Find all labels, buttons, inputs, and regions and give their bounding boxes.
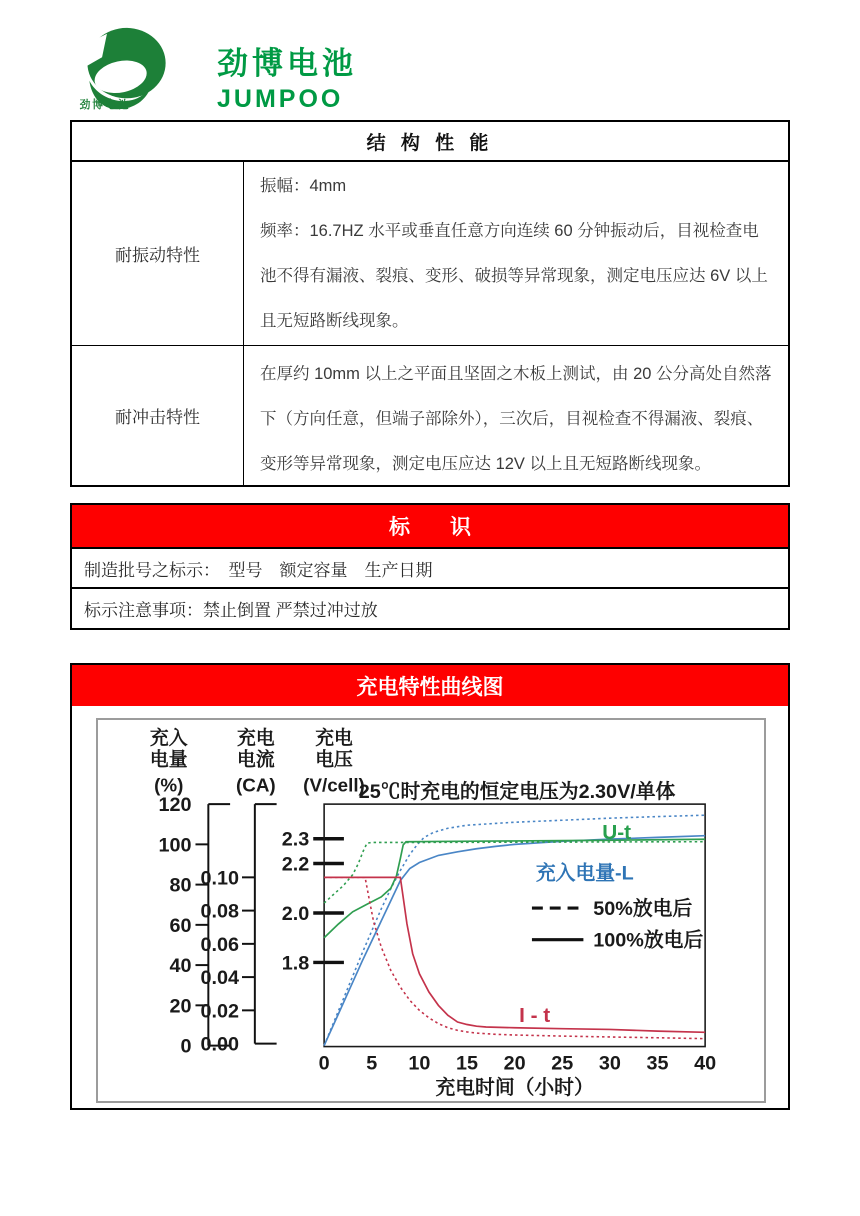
vibration-content bbox=[244, 162, 788, 345]
svg-text:10: 10 bbox=[408, 1052, 431, 1075]
svg-text:0.06: 0.06 bbox=[200, 933, 240, 956]
marking-section bbox=[70, 503, 790, 630]
svg-text:20: 20 bbox=[169, 995, 192, 1018]
svg-text:(%): (%) bbox=[154, 774, 184, 796]
svg-text:50%放电后: 50%放电后 bbox=[593, 897, 693, 920]
svg-text:2.2: 2.2 bbox=[281, 853, 310, 876]
table-row-impact bbox=[72, 345, 788, 485]
chart-body bbox=[72, 706, 788, 1106]
svg-text:120: 120 bbox=[158, 794, 192, 817]
svg-text:35: 35 bbox=[646, 1052, 669, 1075]
svg-text:0: 0 bbox=[180, 1035, 192, 1058]
structure-table-header: 结 构 性 能 bbox=[72, 122, 788, 162]
charge-curve-section bbox=[70, 663, 790, 1110]
svg-text:1.8: 1.8 bbox=[281, 952, 310, 975]
chart-section-header-bar bbox=[72, 665, 788, 706]
impact-label: 耐冲击特性 bbox=[72, 346, 244, 485]
marking-caution-row: 标示注意事项：禁止倒置 严禁过冲过放 bbox=[72, 587, 788, 628]
svg-text:电流: 电流 bbox=[237, 748, 275, 770]
svg-text:2.3: 2.3 bbox=[281, 828, 310, 851]
logo-chinese-name: 劲博电池 bbox=[217, 46, 357, 81]
svg-text:40: 40 bbox=[694, 1052, 717, 1075]
svg-text:(V/cell): (V/cell) bbox=[303, 774, 365, 796]
marking-section-title: 标识 bbox=[389, 516, 511, 539]
svg-text:I - t: I - t bbox=[519, 1003, 551, 1027]
svg-text:40: 40 bbox=[169, 955, 192, 978]
svg-text:充电: 充电 bbox=[237, 726, 275, 748]
svg-text:0: 0 bbox=[318, 1052, 330, 1075]
svg-text:100: 100 bbox=[158, 834, 192, 857]
vibration-frequency-text: 频率：16.7HZ 水平或垂直任意方向连续 60 分钟振动后，目视检查电池不得有漏液、裂痕、变形、破损等异常现象，测定电压应达 6V 以上且无短路断线现象。 bbox=[260, 221, 768, 330]
svg-text:充电: 充电 bbox=[315, 726, 353, 748]
vibration-amplitude-text: 振幅：4mm bbox=[260, 177, 347, 195]
svg-text:0.08: 0.08 bbox=[200, 900, 240, 923]
svg-text:0.04: 0.04 bbox=[200, 967, 240, 990]
table-row-vibration bbox=[72, 162, 788, 345]
svg-text:电压: 电压 bbox=[315, 748, 353, 770]
logo-english-name: JUMPOO bbox=[217, 85, 344, 113]
svg-text:5: 5 bbox=[366, 1052, 378, 1075]
svg-text:25: 25 bbox=[551, 1052, 574, 1075]
marking-batch-row: 制造批号之标示： 型号 额定容量 生产日期 bbox=[72, 547, 788, 587]
svg-text:15: 15 bbox=[455, 1052, 479, 1075]
marking-section-header-bar bbox=[72, 505, 788, 547]
svg-text:80: 80 bbox=[169, 874, 192, 897]
svg-text:充入: 充入 bbox=[149, 726, 188, 748]
svg-text:0.10: 0.10 bbox=[200, 867, 240, 890]
logo-text bbox=[217, 24, 357, 114]
svg-text:U-t: U-t bbox=[602, 820, 632, 844]
jumpoo-swirl-logo-icon bbox=[73, 24, 181, 112]
structure-performance-table bbox=[70, 120, 790, 487]
vibration-label: 耐振动特性 bbox=[72, 162, 244, 345]
svg-text:充电时间（小时）: 充电时间（小时） bbox=[435, 1077, 594, 1100]
chart-section-title: 充电特性曲线图 bbox=[356, 675, 504, 699]
svg-text:0.02: 0.02 bbox=[200, 1000, 240, 1023]
svg-text:60: 60 bbox=[169, 914, 192, 937]
svg-text:20: 20 bbox=[503, 1052, 526, 1075]
logo-small-text: 劲博电池 bbox=[79, 99, 131, 112]
svg-text:电量: 电量 bbox=[149, 748, 188, 770]
svg-text:0.00: 0.00 bbox=[200, 1033, 240, 1056]
svg-text:30: 30 bbox=[598, 1052, 621, 1075]
impact-content bbox=[244, 346, 788, 485]
svg-text:25℃时充电的恒定电压为2.30V/单体: 25℃时充电的恒定电压为2.30V/单体 bbox=[358, 781, 676, 804]
svg-text:充入电量-L: 充入电量-L bbox=[535, 862, 634, 885]
charge-curve-chart bbox=[96, 718, 766, 1103]
svg-text:(CA): (CA) bbox=[236, 774, 276, 796]
charge-curve-svg bbox=[98, 720, 764, 1101]
svg-text:2.0: 2.0 bbox=[281, 902, 310, 925]
logo bbox=[73, 24, 357, 114]
svg-text:100%放电后: 100%放电后 bbox=[593, 929, 704, 952]
impact-test-text: 在厚约 10mm 以上之平面且坚固之木板上测试，由 20 公分高处自然落下（方向任意，但端子部除外），三次后，目视检查不得漏液、裂痕、变形等异常现象，测定电压应达 12V 以上且无短路断线现象。 bbox=[260, 365, 772, 473]
